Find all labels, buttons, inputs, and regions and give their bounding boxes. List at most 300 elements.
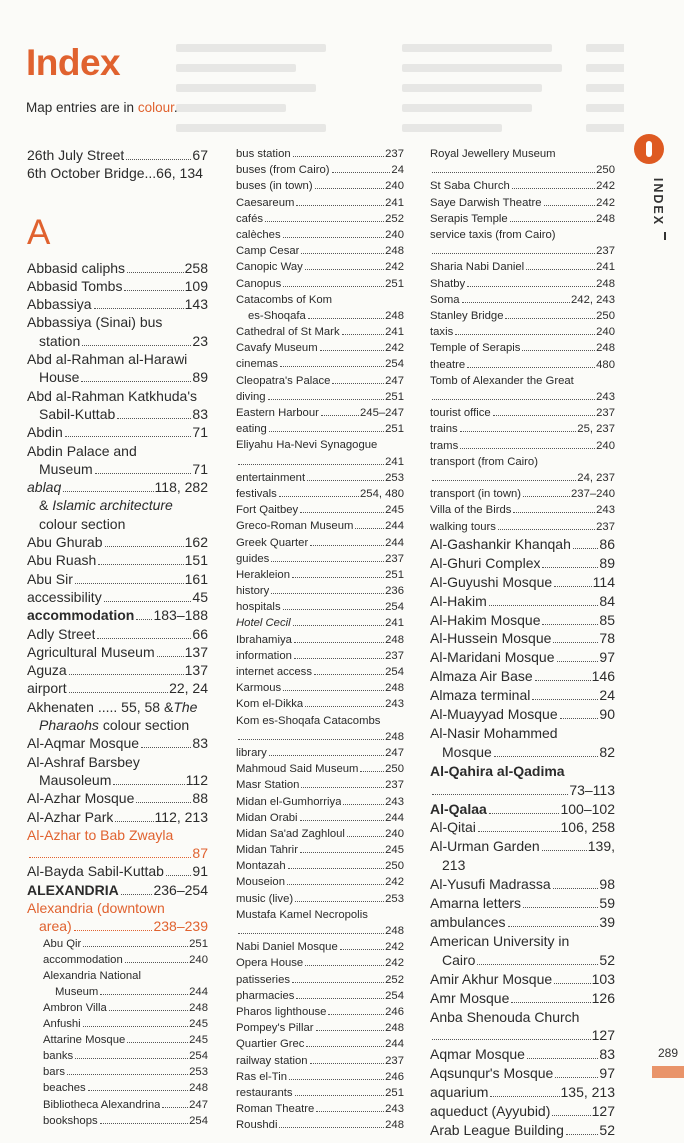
entry-label: Midan el-Gumhorriya xyxy=(236,795,342,808)
entry-label: Caesareum xyxy=(236,196,295,209)
entry-label: restaurants xyxy=(236,1086,293,1099)
entry-label: service taxis (from Cairo) xyxy=(430,229,556,242)
index-subentry xyxy=(430,454,615,470)
dot-leader xyxy=(294,642,384,643)
index-entry-continued xyxy=(27,405,208,423)
index-entry xyxy=(27,753,208,771)
entry-label: Bibliotheca Alexandrina xyxy=(43,1098,161,1111)
dot-leader xyxy=(310,1063,385,1064)
entry-label: taxis xyxy=(430,326,454,339)
entry-label: Aqsunqur's Mosque xyxy=(430,1065,554,1082)
index-entry xyxy=(430,762,615,781)
entry-pages: 247 xyxy=(385,374,404,387)
index-entry xyxy=(430,1121,615,1140)
entry-pages: 244 xyxy=(385,811,404,824)
index-entry xyxy=(27,350,208,368)
entry-label: Agricultural Museum xyxy=(27,643,155,660)
entry-pages: 248 xyxy=(596,277,615,290)
dot-leader xyxy=(489,813,560,814)
index-subentry xyxy=(27,1032,208,1048)
index-subentry xyxy=(236,907,404,923)
index-subentry xyxy=(236,437,404,453)
dot-leader xyxy=(292,982,384,983)
entry-label: Cleopatra's Palace xyxy=(236,374,331,387)
dot-leader xyxy=(300,852,384,853)
entry-pages: 45 xyxy=(192,588,208,605)
dot-leader xyxy=(328,1014,384,1015)
entry-pages: 84 xyxy=(599,592,615,609)
entry-pages: 241 xyxy=(385,455,404,468)
entry-pages: 242 xyxy=(596,196,615,209)
index-subentry xyxy=(236,842,404,858)
entry-label: Al-Hakim Mosque xyxy=(430,611,541,628)
index-entry xyxy=(430,932,615,951)
entry-pages: 237 xyxy=(385,552,404,565)
dot-leader xyxy=(542,850,587,851)
index-subentry xyxy=(236,1085,404,1101)
dot-leader xyxy=(287,884,384,885)
entry-pages: 251 xyxy=(385,1086,404,1099)
entry-label: Mahmoud Said Museum xyxy=(236,763,359,776)
index-entry-continued xyxy=(27,460,208,478)
index-entry xyxy=(27,679,208,697)
entry-pages: 248 xyxy=(189,1001,208,1014)
index-subentry xyxy=(236,794,404,810)
index-subentry xyxy=(430,146,615,162)
index-entry-continued xyxy=(27,368,208,386)
dot-leader xyxy=(505,318,595,319)
entry-label: Soma xyxy=(430,293,460,306)
entry-pages: 248 xyxy=(596,212,615,225)
entry-pages: 243 xyxy=(596,391,615,404)
page-title: Index xyxy=(26,42,121,83)
dot-leader xyxy=(462,302,571,303)
entry-pages: 251 xyxy=(385,390,404,403)
entry-pages: 253 xyxy=(189,1066,208,1079)
index-entry xyxy=(430,1008,615,1027)
dot-leader xyxy=(269,431,384,432)
index-subentry xyxy=(236,227,404,243)
entry-label: Herakleion xyxy=(236,568,291,581)
index-entry xyxy=(27,387,208,405)
index-subentry xyxy=(430,519,615,535)
entry-pages: 82 xyxy=(599,743,615,760)
entry-pages: 241 xyxy=(385,196,404,209)
entry-pages: 251 xyxy=(385,568,404,581)
entry-label: Al-Ghuri Complex xyxy=(430,554,541,571)
dot-leader xyxy=(238,739,384,740)
entry-label: Ras el-Tin xyxy=(236,1070,288,1083)
entry-pages: 67 xyxy=(192,147,208,163)
entry-pages: 89 xyxy=(192,369,208,386)
entry-label: tourist office xyxy=(430,407,491,420)
index-entry xyxy=(430,1045,615,1064)
index-subentry xyxy=(27,968,208,984)
entry-pages: 254, 480 xyxy=(360,487,404,500)
entry-pages: 245 xyxy=(189,1018,208,1031)
entry-pages: 247 xyxy=(189,1098,208,1111)
index-entry-continued xyxy=(27,844,208,862)
entry-pages: 146 xyxy=(591,668,615,685)
entry-pages: 100–102 xyxy=(560,800,615,817)
dot-leader xyxy=(295,1095,385,1096)
entry-label: Abdin Palace and xyxy=(27,442,137,459)
entry-label: Abbasid caliphs xyxy=(27,259,126,276)
entry-label: Al-Aqmar Mosque xyxy=(27,735,140,752)
index-entry xyxy=(430,875,615,894)
index-subentry xyxy=(430,502,615,518)
index-entry-note xyxy=(27,496,208,514)
index-subentry xyxy=(27,1016,208,1032)
index-subentry xyxy=(236,632,404,648)
entry-pages: 237 xyxy=(596,407,615,420)
dot-leader xyxy=(271,593,384,594)
entry-label: Catacombs of Kom xyxy=(236,293,333,306)
dot-leader xyxy=(554,586,592,587)
index-entry xyxy=(27,277,208,295)
dot-leader xyxy=(305,965,384,966)
entry-pages: 238–239 xyxy=(153,918,208,935)
index-entry xyxy=(430,648,615,667)
entry-label: ALEXANDRIA xyxy=(27,881,119,898)
entry-label: accommodation xyxy=(27,607,135,624)
index-subentry xyxy=(236,162,404,178)
entry-pages: 246 xyxy=(385,1070,404,1083)
index-entry xyxy=(430,573,615,592)
entry-label: Villa of the Birds xyxy=(430,504,512,517)
entry-pages: 244 xyxy=(385,520,404,533)
entry-label: Almaza Air Base xyxy=(430,668,533,685)
dot-leader xyxy=(95,473,192,474)
dot-leader xyxy=(308,318,384,319)
index-entry xyxy=(430,989,615,1008)
entry-label: theatre xyxy=(430,358,466,371)
entry-label: transport (from Cairo) xyxy=(430,455,538,468)
index-subentry xyxy=(236,567,404,583)
dot-leader xyxy=(360,771,384,772)
entry-label: Saye Darwish Theatre xyxy=(430,196,542,209)
entry-label: Shatby xyxy=(430,277,466,290)
dot-leader xyxy=(552,1115,590,1116)
dot-leader xyxy=(166,875,191,876)
index-entry xyxy=(430,554,615,573)
index-subentry xyxy=(236,891,404,907)
entry-pages: 254 xyxy=(189,1050,208,1063)
dot-leader xyxy=(305,706,384,707)
index-entry-continued xyxy=(27,332,208,350)
dot-leader xyxy=(494,756,599,757)
index-subentry xyxy=(236,421,404,437)
index-entry xyxy=(430,1064,615,1083)
dot-leader xyxy=(432,253,595,254)
dot-leader xyxy=(554,983,590,984)
dot-leader xyxy=(67,1074,188,1075)
index-subentry xyxy=(236,1004,404,1020)
entry-pages: 183–188 xyxy=(153,607,208,624)
index-entry-continued xyxy=(430,951,615,970)
entry-label: accessibility xyxy=(27,588,102,605)
index-entry xyxy=(27,826,208,844)
dot-leader xyxy=(117,418,191,419)
entry-pages: 245 xyxy=(385,844,404,857)
entry-pages: 23 xyxy=(192,332,208,349)
entry-pages: 242 xyxy=(385,876,404,889)
entry-pages: 254 xyxy=(385,601,404,614)
entry-pages: 237 xyxy=(385,779,404,792)
entry-pages: 242 xyxy=(385,941,404,954)
entry-pages: 237 xyxy=(596,520,615,533)
index-subentry xyxy=(430,178,615,194)
entry-label-continued: House xyxy=(39,369,80,386)
dot-leader xyxy=(535,680,591,681)
dot-leader xyxy=(467,367,595,368)
entry-pages: 248 xyxy=(385,245,404,258)
index-subentry xyxy=(430,276,615,292)
entry-pages-continued: 213 xyxy=(442,857,466,874)
entry-pages: 246 xyxy=(385,1005,404,1018)
entry-pages: 248 xyxy=(385,1022,404,1035)
dot-leader xyxy=(307,480,384,481)
entry-pages: 254 xyxy=(385,989,404,1002)
entry-label: Al-Maridani Mosque xyxy=(430,649,555,666)
entry-pages: 85 xyxy=(599,611,615,628)
entry-pages: 248 xyxy=(385,309,404,322)
dot-leader xyxy=(478,831,560,832)
entry-label: Al-Nasir Mohammed xyxy=(430,724,558,741)
entry-pages: 112, 213 xyxy=(154,808,208,825)
index-entry xyxy=(27,899,208,917)
entry-pages: 24 xyxy=(599,687,615,704)
index-entry-continued xyxy=(430,743,615,762)
entry-label: Attarine Mosque xyxy=(43,1034,126,1047)
dot-leader xyxy=(127,272,184,273)
dot-leader xyxy=(460,448,595,449)
entry-pages: 114 xyxy=(592,573,615,590)
entry-label: Aguza xyxy=(27,662,67,679)
dot-leader xyxy=(268,399,385,400)
index-subentry xyxy=(236,599,404,615)
entry-pages: 87 xyxy=(192,845,208,862)
dot-leader xyxy=(512,188,595,189)
index-entry xyxy=(27,259,208,277)
section-letter: A xyxy=(27,212,51,252)
dot-leader xyxy=(295,901,384,902)
entry-pages: 244 xyxy=(385,1038,404,1051)
index-entry xyxy=(27,881,208,899)
entry-label: patisseries xyxy=(236,973,290,986)
dot-leader xyxy=(300,820,385,821)
entry-label: Al-Bayda Sabil-Kuttab xyxy=(27,863,164,880)
dot-leader xyxy=(105,546,184,547)
index-entry xyxy=(27,146,208,164)
index-subentry xyxy=(236,615,404,631)
index-subentry xyxy=(236,470,404,486)
entry-label: Al-Hussein Mosque xyxy=(430,630,552,647)
index-subentry xyxy=(430,308,615,324)
entry-pages: 106, 258 xyxy=(560,819,615,836)
index-subentry xyxy=(430,357,615,373)
dot-leader xyxy=(100,994,188,995)
dot-leader xyxy=(283,237,385,238)
dot-leader xyxy=(560,718,599,719)
index-entry xyxy=(430,686,615,705)
entry-pages: 237 xyxy=(596,245,615,258)
entry-label: Amr Mosque xyxy=(430,989,510,1006)
index-subentry xyxy=(236,761,404,777)
entry-label: guides xyxy=(236,552,270,565)
entry-label: Roman Theatre xyxy=(236,1103,315,1116)
index-subentry xyxy=(236,356,404,372)
page-number-bar xyxy=(652,1066,684,1078)
entry-label: 6th October Bridge...66, 134 xyxy=(27,165,203,182)
index-entry xyxy=(430,705,615,724)
entry-pages: 143 xyxy=(184,296,208,313)
index-subentry xyxy=(430,211,615,227)
dot-leader xyxy=(305,269,384,270)
index-entry xyxy=(27,789,208,807)
entry-label: Aqmar Mosque xyxy=(430,1046,525,1063)
dot-leader xyxy=(490,1096,559,1097)
index-subentry xyxy=(236,535,404,551)
index-entry-continued xyxy=(430,470,615,486)
entry-pages: 242 xyxy=(385,957,404,970)
index-subentry xyxy=(27,1097,208,1113)
index-subentry xyxy=(27,1000,208,1016)
entry-label: Abu Ruash xyxy=(27,552,97,569)
dot-leader xyxy=(340,949,384,950)
entry-pages: 135, 213 xyxy=(560,1084,615,1101)
entry-label: Midan Orabi xyxy=(236,811,298,824)
entry-pages: 248 xyxy=(385,1119,404,1132)
index-entry xyxy=(27,606,208,624)
dot-leader xyxy=(455,334,595,335)
dot-leader xyxy=(121,894,153,895)
index-entry-continued xyxy=(27,984,208,1000)
dot-leader xyxy=(320,350,385,351)
entry-pages: 250 xyxy=(385,763,404,776)
entry-label: Al-Yusufi Madrassa xyxy=(430,876,551,893)
index-subentry xyxy=(236,1053,404,1069)
entry-label: Abd al-Rahman al-Harawi xyxy=(27,351,188,368)
dot-leader xyxy=(522,350,595,351)
entry-label: Roushdi xyxy=(236,1119,278,1132)
entry-label: Greco-Roman Museum xyxy=(236,520,354,533)
entry-pages: 59 xyxy=(599,895,615,912)
entry-pages: 250 xyxy=(596,310,615,323)
entry-label: Serapis Temple xyxy=(430,212,508,225)
index-subentry xyxy=(27,952,208,968)
entry-label: information xyxy=(236,649,292,662)
entry-label: Cathedral of St Mark xyxy=(236,326,340,339)
dot-leader xyxy=(265,221,384,222)
entry-label: Greek Quarter xyxy=(236,536,309,549)
index-subentry xyxy=(236,1036,404,1052)
entry-label: bookshops xyxy=(43,1114,98,1127)
index-subentry xyxy=(27,1064,208,1080)
entry-pages: 241 xyxy=(385,617,404,630)
entry-pages: 236–254 xyxy=(153,881,208,898)
entry-label: St Saba Church xyxy=(430,180,510,193)
entry-label-continued: Museum xyxy=(39,460,93,477)
entry-label: airport xyxy=(27,680,67,697)
dot-leader xyxy=(109,1010,188,1011)
entry-label: Abu Ghurab xyxy=(27,534,103,551)
dot-leader xyxy=(293,156,385,157)
entry-note-italic: Pharaohs xyxy=(39,717,99,734)
entry-pages: 127 xyxy=(591,1027,615,1044)
index-subentry xyxy=(430,421,615,437)
index-subentry xyxy=(236,276,404,292)
index-subentry xyxy=(430,227,615,243)
entry-label: aquarium xyxy=(430,1084,489,1101)
dot-leader xyxy=(81,381,191,382)
entry-label: Al-Hakim xyxy=(430,592,487,609)
dot-leader xyxy=(315,188,385,189)
index-entry xyxy=(430,592,615,611)
entry-label: Abd al-Rahman Katkhuda's xyxy=(27,387,197,404)
entry-pages: 137 xyxy=(184,643,208,660)
dot-leader xyxy=(127,1042,188,1043)
entry-label: beaches xyxy=(43,1082,86,1095)
entry-pages: 480 xyxy=(596,358,615,371)
entry-pages: 245 xyxy=(189,1034,208,1047)
dot-leader xyxy=(432,480,576,481)
map-entries-note xyxy=(26,100,178,115)
entry-label: Al-Qalaa xyxy=(430,800,487,817)
index-entry xyxy=(430,667,615,686)
entry-pages: 71 xyxy=(192,460,208,477)
entry-label: Abu Qir xyxy=(43,937,82,950)
entry-pages: 39 xyxy=(599,914,615,930)
entry-pages: 90 xyxy=(599,706,615,723)
index-subentry xyxy=(236,713,404,729)
entry-label: Al-Gashankir Khanqah xyxy=(430,535,571,552)
dot-leader xyxy=(292,577,384,578)
entry-label: Masr Station xyxy=(236,779,300,792)
index-subentry xyxy=(236,1020,404,1036)
entry-pages: 109 xyxy=(184,277,208,294)
dot-leader xyxy=(94,308,184,309)
entry-note-text: colour section xyxy=(98,717,190,734)
dot-leader xyxy=(508,926,599,927)
dot-leader xyxy=(74,930,153,931)
entry-note-italic: Islamic architecture xyxy=(52,497,173,514)
index-entry xyxy=(27,478,208,496)
entry-label: Ibrahamiya xyxy=(236,633,292,646)
dot-leader xyxy=(489,605,599,606)
entry-label-continued: area) xyxy=(39,918,72,935)
entry-pages: 240 xyxy=(189,953,208,966)
dot-leader xyxy=(98,564,183,565)
index-subentry xyxy=(236,1069,404,1085)
entry-label: Montazah xyxy=(236,860,286,873)
dot-leader xyxy=(355,528,384,529)
index-subentry xyxy=(236,373,404,389)
dot-leader xyxy=(321,415,359,416)
index-entry xyxy=(430,837,615,856)
entry-label-continued: Sabil-Kuttab xyxy=(39,405,116,422)
entry-pages: 73–113 xyxy=(569,781,615,798)
dot-leader xyxy=(296,205,384,206)
index-subentry xyxy=(236,988,404,1004)
index-entry-continued xyxy=(27,771,208,789)
entry-label: ambulances xyxy=(430,914,506,930)
index-subentry xyxy=(236,777,404,793)
dot-leader xyxy=(523,907,598,908)
entry-label: Al-Urman Garden xyxy=(430,838,540,855)
index-entry xyxy=(27,533,208,551)
index-subentry xyxy=(27,1113,208,1129)
